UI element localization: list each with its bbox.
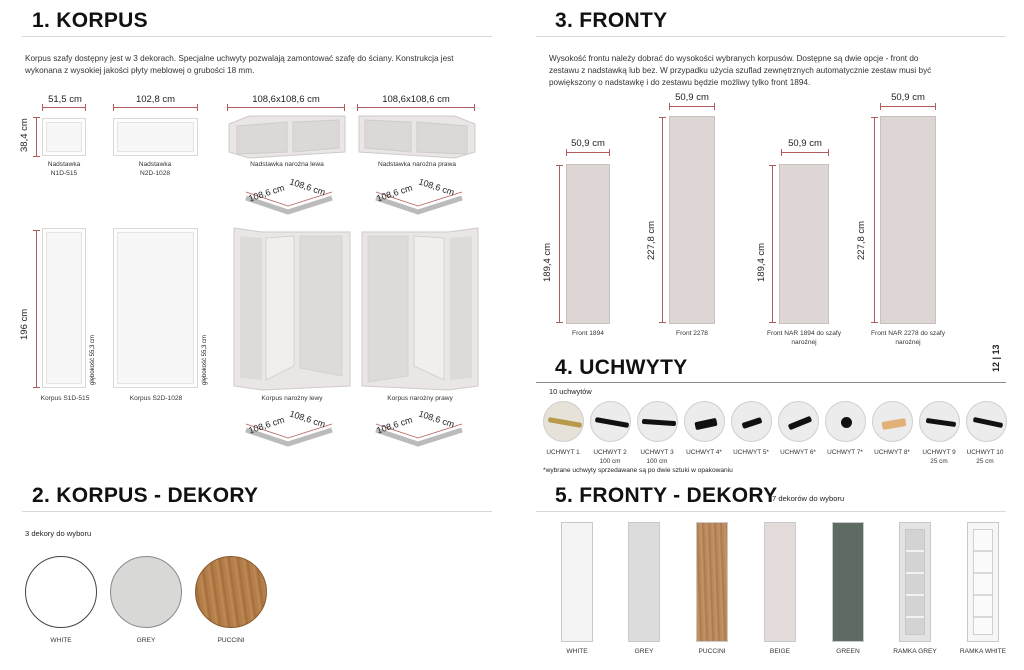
corner-bottom-right-b: 108,6 cm [417,408,456,430]
corner-bottom-right-a: 108,6 cm [375,414,414,436]
uchwyt-9-size: 25 cm [930,458,948,465]
width-line-4 [357,107,475,108]
fronty-dekory-rule [536,511,1006,512]
decor-label-grey: GREY [136,637,156,644]
front1-height: 189,4 cm [542,242,553,282]
uchwyt-8[interactable] [872,401,913,442]
front-label-beige: BEIGE [769,648,791,655]
uchwyt-3-label: UCHWYT 3 [640,449,674,456]
uchwyt-9-label: UCHWYT 9 [922,449,956,456]
front2-height: 227,8 cm [646,220,657,260]
corner-top-left-b: 108,6 cm [288,176,327,198]
uchwyt-9[interactable] [919,401,960,442]
width-label-2: 102,8 cm [135,94,176,105]
front2-height-line [662,117,663,323]
front4-height: 227,8 cm [856,220,867,260]
label-n2d-code: N2D-1028 [139,170,171,177]
front-nar-1894 [779,164,829,324]
front-panel-ramka-white[interactable] [967,522,999,642]
uchwyt-10[interactable] [966,401,1007,442]
uchwyt-8-label: UCHWYT 8* [874,449,910,456]
front-label-white: WHITE [566,648,588,655]
front3-width: 50,9 cm [788,138,822,149]
front-2278 [669,116,715,324]
uchwyt-1[interactable] [543,401,584,442]
korpus-s2d [113,228,198,388]
corner-top-right-b: 108,6 cm [417,176,456,198]
front2-width: 50,9 cm [675,92,709,103]
ramka-grey-frame [905,529,925,635]
width-line-2 [113,107,198,108]
depth-label-1: głębokość 55,3 cm [90,334,96,385]
front1-label: Front 1894 [572,330,604,337]
uchwyt-4[interactable] [684,401,725,442]
front1-width-line [566,152,610,153]
decor-circle-puccini[interactable] [195,556,267,628]
front2-width-line [669,106,715,107]
width-line-1 [42,107,86,108]
korpus-narozny-prawy [360,226,480,392]
front-label-grey: GREY [634,648,654,655]
front-panel-green[interactable] [832,522,864,642]
uchwyt-6[interactable] [778,401,819,442]
korpus-dekory-title: 2. KORPUS - DEKORY [32,484,259,507]
uchwyt-7[interactable] [825,401,866,442]
front3-height: 189,4 cm [756,242,767,282]
uchwyt-1-label: UCHWYT 1 [546,449,580,456]
front4-label: Front NAR 2278 do szafy narożnej [870,330,946,346]
korpus-title: 1. KORPUS [32,9,148,32]
front4-width-line [880,106,936,107]
uchwyt-3-size: 100 cm [646,458,668,465]
front-nar-2278 [880,116,936,324]
decor-circle-white[interactable] [25,556,97,628]
decor-label-white: WHITE [50,637,72,644]
front1-width: 50,9 cm [571,138,605,149]
korpus-narozny-lewy [232,226,352,392]
uchwyt-4-label: UCHWYT 4* [686,449,722,456]
height-top-line [36,117,37,157]
decor-circle-grey[interactable] [110,556,182,628]
front-label-green: GREEN [836,648,860,655]
decor-label-puccini: PUCCINI [217,637,245,644]
korpus-dekory-rule [22,511,492,512]
height-bottom-line [36,230,37,388]
width-line-3 [227,107,345,108]
front-1894 [566,164,610,324]
front-panel-puccini[interactable] [696,522,728,642]
uchwyt-2-size: 100 cm [599,458,621,465]
label-korpus-narozny-lewy: Korpus narożny lewy [261,395,323,402]
depth-label-2: głębokość 55,3 cm [202,334,208,385]
uchwyty-note: *wybrane uchwyty sprzedawane są po dwie sztuki w opakowaniu [543,467,733,474]
front3-height-line [772,165,773,323]
corner-top-left-a: 108,6 cm [247,182,286,204]
fronty-title: 3. FRONTY [555,9,668,32]
height-bottom-label: 196 cm [19,308,30,340]
corner-top-right-a: 108,6 cm [375,182,414,204]
ramka-white-frame [973,529,993,635]
nadstawka-n1d [42,118,86,156]
front-label-puccini: PUCCINI [698,648,726,655]
front-label-ramka-grey: RAMKA GREY [893,648,937,655]
korpus-dekory-subtitle: 3 dekory do wyboru [25,529,92,538]
uchwyt-5-label: UCHWYT 5* [733,449,769,456]
uchwyt-2[interactable] [590,401,631,442]
korpus-s1d [42,228,86,388]
uchwyt-2-label: UCHWYT 2 [593,449,627,456]
label-korpus-s1d: Korpus S1D-515 [40,395,90,402]
uchwyt-10-label: UCHWYT 10 [966,449,1004,456]
uchwyt-7-label: UCHWYT 7* [827,449,863,456]
front-panel-grey[interactable] [628,522,660,642]
width-label-3: 108,6x108,6 cm [252,94,320,105]
front2-label: Front 2278 [676,330,708,337]
page-numbers: 12 | 13 [991,344,1001,372]
nadstawka-narozna-lewa [227,112,347,160]
fronty-dekory-subtitle: 7 dekorów do wyboru [772,494,845,503]
front-panel-white[interactable] [561,522,593,642]
front4-width: 50,9 cm [891,92,925,103]
height-top-label: 38,4 cm [19,118,30,152]
korpus-description: Korpus szafy dostępny jest w 3 dekorach. Specjalne uchwyty pozwalają zamontować szafę do ściany. Konstrukcja jest wykonana z wysokiej jakości płyty meblowej o grubości 18 mm. [25,54,454,75]
uchwyty-title: 4. UCHWYTY [555,356,688,379]
front4-height-line [874,117,875,323]
label-korpus-narozny-prawy: Korpus narożny prawy [387,395,453,402]
uchwyty-rule [536,382,1006,383]
uchwyty-subtitle: 10 uchwytów [549,387,592,396]
nadstawka-n2d [113,118,198,156]
front1-height-line [559,165,560,323]
nadstawka-narozna-prawa [357,112,477,160]
front-panel-ramka-grey[interactable] [899,522,931,642]
width-label-4: 108,6x108,6 cm [382,94,450,105]
label-n1d-name: Nadstawka [47,161,81,168]
width-label-1: 51,5 cm [48,94,82,105]
front-panel-beige[interactable] [764,522,796,642]
uchwyt-3[interactable] [637,401,678,442]
fronty-title-rule [536,36,1006,37]
label-narozna-lewa: Nadstawka narożna lewa [250,161,324,168]
corner-bottom-left-b: 108,6 cm [288,408,327,430]
label-n1d-code: N1D-515 [50,170,78,177]
uchwyt-6-label: UCHWYT 6* [780,449,816,456]
korpus-title-rule [22,36,492,37]
fronty-description: Wysokość frontu należy dobrać do wysokości wybranych korpusów. Dostępne są dwie opcje - front do zestawu z nadstawką lub bez. W przypadku użycia szuflad zewnętrznych automatycznie zestaw musi być powiększony o nadstawkę i do zestawu będzie możliwy tylko front 1894. [549,54,932,87]
fronty-dekory-title: 5. FRONTY - DEKORY [555,484,778,507]
label-narozna-prawa: Nadstawka narożna prawa [377,161,457,168]
corner-bottom-left-a: 108,6 cm [247,414,286,436]
label-n2d-name: Nadstawka [138,161,172,168]
front-label-ramka-white: RAMKA WHITE [959,648,1007,655]
label-korpus-s2d: Korpus S2D-1028 [129,395,183,402]
front3-width-line [781,152,829,153]
front3-label: Front NAR 1894 do szafy narożnej [766,330,842,346]
uchwyt-5[interactable] [731,401,772,442]
uchwyt-10-size: 25 cm [976,458,994,465]
